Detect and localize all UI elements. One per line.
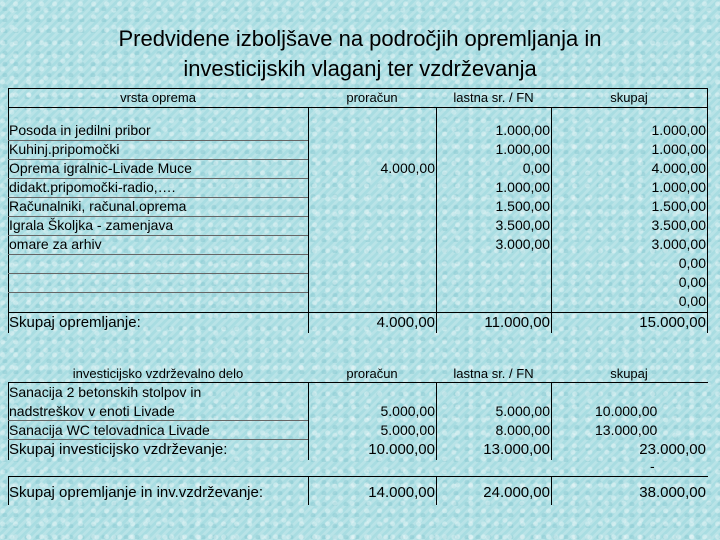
table-row-item: Posoda in jedilni pribor [9,122,151,138]
maintenance-total-label: Skupaj investicijsko vzdrževanje: [9,441,228,458]
equipment-col-divider-1 [308,107,309,333]
table-row-own: 5.000,00 [495,403,550,419]
maintenance-header-total: skupaj [610,366,648,381]
table-row-total: 0,00 [678,293,706,309]
table-row-total: 1.000,00 [651,122,706,138]
page-title [0,24,720,84]
maintenance-total-budget: 10.000,00 [368,441,435,458]
grand-total-budget: 14.000,00 [368,484,435,501]
table-row-budget: 5.000,00 [380,403,435,419]
equipment-total-budget: 4.000,00 [376,314,435,331]
table-row-own: 0,00 [522,160,550,176]
equipment-right-border [707,88,708,333]
row-rule [8,292,308,293]
equipment-header-own: lastna sr. / FN [453,90,534,105]
grand-total-top-border [8,476,708,477]
equipment-header-total: skupaj [610,90,648,105]
equipment-header-budget: proračun [346,90,398,105]
table-row-total: 0,00 [678,274,706,290]
table-row-item: Igrala Školjka - zamenjava [9,217,174,233]
equipment-total-total: 15.000,00 [639,314,706,331]
dash-mark: - [650,458,655,474]
table-row-item: Računalniki, računal.oprema [9,198,187,214]
table-row-own: 3.500,00 [495,217,550,233]
table-row-own: 1.000,00 [495,179,550,195]
equipment-header-item: vrsta oprema [120,90,196,105]
table-row-item-line2: nadstreškov v enoti Livade [9,403,175,419]
equipment-header-divider [8,107,708,108]
table-row-budget: 4.000,00 [380,160,435,176]
equipment-total-own: 11.000,00 [484,314,550,331]
title-line-1: Predvidene izboljšave na področjih opremljanja in [118,26,602,51]
table-row-total: 4.000,00 [651,160,706,176]
table-row-budget: 5.000,00 [380,422,435,438]
grand-total-label: Skupaj opremljanje in inv.vzdrževanje: [9,484,264,501]
table-row-total: 1.500,00 [651,198,706,214]
maintenance-header-budget: proračun [346,366,398,381]
table-row-item: didakt.pripomočki-radio,…. [9,179,176,195]
maintenance-header-own: lastna sr. / FN [453,366,534,381]
table-row-item-line1: Sanacija WC telovadnica Livade [9,422,210,438]
row-rule [8,273,308,274]
title-line-2: investicijskih vlaganj ter vzdrževanja [183,56,537,81]
table-row-item: omare za arhiv [9,236,102,252]
grand-total-own: 24.000,00 [483,484,550,501]
table-row-total: 1.000,00 [651,141,706,157]
table-row-own: 1.000,00 [495,141,550,157]
table-row-total: 3.500,00 [651,217,706,233]
table-row-item: Kuhinj.pripomočki [9,141,120,157]
maintenance-header-item: investicijsko vzdrževalno delo [72,366,244,381]
table-row-total: 3.000,00 [651,236,706,252]
table-row-total: 0,00 [678,255,706,271]
maintenance-total-own: 13.000,00 [483,441,550,458]
table-row-own: 1.500,00 [495,198,550,214]
row-rule [8,254,308,255]
equipment-table-top-border [8,88,708,89]
table-row-own: 3.000,00 [495,236,550,252]
grand-total-total: 38.000,00 [639,484,706,501]
table-row-total: 13.000,00 [595,422,658,438]
table-row-item-line1: Sanacija 2 betonskih stolpov in [9,384,202,400]
table-row-own: 8.000,00 [495,422,550,438]
maintenance-total-total: 23.000,00 [639,441,706,458]
table-row-item: Oprema igralnic-Livade Muce [9,160,192,176]
equipment-total-label: Skupaj opremljanje: [9,314,141,331]
table-row-total: 1.000,00 [651,179,706,195]
table-row-own: 1.000,00 [495,122,550,138]
table-row-total: 10.000,00 [595,403,658,419]
